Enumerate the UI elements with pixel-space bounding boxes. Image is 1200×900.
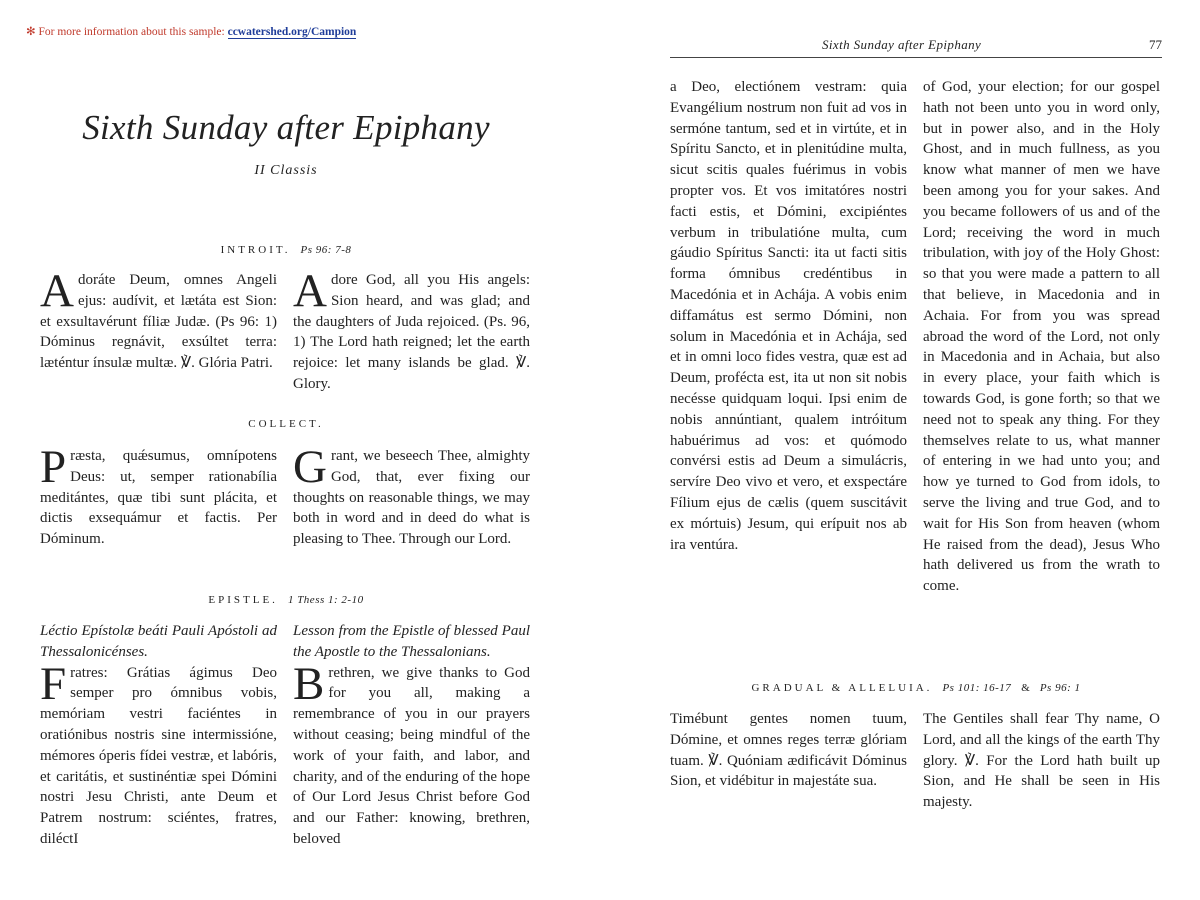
gradual-heading-label: GRADUAL & ALLELUIA. bbox=[751, 682, 933, 694]
introit-heading bbox=[40, 244, 532, 256]
drop-cap: G bbox=[293, 441, 327, 493]
collect-heading: COLLECT. bbox=[248, 418, 324, 430]
drop-cap: F bbox=[40, 657, 67, 710]
introit-english bbox=[293, 265, 530, 395]
epistle-english bbox=[293, 621, 530, 850]
running-header-title: Sixth Sunday after Epiphany bbox=[822, 37, 982, 52]
epistle-english-intro: Lesson from the Epistle of blessed Paul the Apostle to the Thessalonians. bbox=[293, 623, 530, 660]
introit-heading-label: INTROIT. bbox=[220, 244, 291, 256]
drop-cap: P bbox=[40, 441, 67, 493]
introit-reference: Ps 96: 7-8 bbox=[300, 244, 352, 256]
gradual-reference-2: Ps 96: 1 bbox=[1039, 682, 1081, 694]
gradual-latin: Timébunt gentes nomen tuum, Dómine, et omnes reges terræ glóriam tuam. ℣. Quóniam ædificávit Dóminus Sion, et vidébitur in majestáte sua. bbox=[670, 711, 907, 790]
drop-cap: A bbox=[293, 265, 327, 317]
gradual-ampersand: & bbox=[1021, 682, 1030, 694]
epistle-latin bbox=[40, 621, 277, 850]
collect-english bbox=[293, 441, 530, 550]
page-number: 77 bbox=[1149, 37, 1162, 52]
introit-latin-text: doráte Deum, omnes Angeli ejus: audívit, et lætáta est Sion: et exsultavérunt fíliæ Judæ. (Ps 96: 1) Dóminus regnávit, exsúltet terra: læténtur ínsulæ multæ. ℣. Glória Patri. bbox=[40, 272, 277, 372]
collect-latin bbox=[40, 441, 277, 550]
page-subtitle: II Classis bbox=[254, 163, 318, 178]
gradual-reference-1: Ps 101: 16-17 bbox=[942, 682, 1012, 694]
epistle-reference: 1 Thess 1: 2-10 bbox=[287, 594, 364, 606]
introit-english-text: dore God, all you His angels: Sion heard, and was glad; and the daughters of Juda rejoiced. (Ps. 96, 1) The Lord hath reigned; let the earth rejoice: let many islands be glad. ℣. Glory. bbox=[293, 272, 530, 392]
gradual-heading bbox=[670, 682, 1162, 694]
collect-english-text: rant, we beseech Thee, almighty God, that, ever fixing our thoughts on reasonable things, we may both in word and in deed do what is pleasing to Thee. Through our Lord. bbox=[293, 448, 530, 548]
sample-notice bbox=[26, 24, 356, 38]
notice-text: ✻ For more information about this sample: bbox=[26, 26, 228, 38]
drop-cap: B bbox=[293, 657, 325, 710]
epistle-heading bbox=[40, 594, 532, 606]
gradual-english: The Gentiles shall fear Thy name, O Lord, and all the kings of the earth Thy glory. ℣. For the Lord hath built up Sion, and He shall be seen in His majesty. bbox=[923, 711, 1160, 811]
epistle-english-continued: of God, your election; for our gospel hath not been unto you in word only, but in power also, and in the Holy Ghost, and in much fullness, as you know what manner of men we have been among you for your sakes. And you became followers of us and of the Lord; receiving the word in much tribulation, with joy of the Holy Ghost: so that you were made a pattern to all that believe, in Macedonia and in Achaia. For from you was spread abroad the word of the Lord, not only in Macedonia and in Achaia, but also in every place, your faith which is towards God, is gone forth; so that we need not to speak any thing. For they themselves relate to us, what manner of entering in we had unto you; and how ye turned to God from idols, to serve the living and true God, and to wait for His Son from heaven (whom He raised from the dead), Jesus Who hath delivered us from the wrath to come. bbox=[923, 79, 1160, 595]
introit-latin bbox=[40, 265, 277, 374]
epistle-latin-continued: a Deo, electiónem vestram: quia Evangélium nostrum non fuit ad vos in sermóne tantum, sed et in virtúte, et in Spíritu Sancto, et in plenitúdine multa, sicut scitis quales fuérimus in vobis propter vos. Et vos imitatóres nostri facti estis, et Dómini, excipiéntes verbum in tribulatióne multa, cum gáudio Spíritus Sancti: ita ut facti sitis forma ómnibus credéntibus in Macedónia et in Achája. A vobis enim diffamátus est sermo Dómini, non solum in Macedónia et in Achája, sed et in omni loco fides vestra, quæ est ad Deum, profécta est, ita ut non sit nobis necésse quidquam loqui. Ipsi enim de nobis annúntiant, qualem intróitum habuérimus ad vos: et quómodo convérsi estis ad Deum a simulácris, servíre Deo vivo et vero, et exspectáre Fílium ejus de cælis (quem suscitávit ex mórtuis) Jesum, qui erípuit nos ab ira ventúra. bbox=[670, 79, 907, 553]
collect-latin-text: ræsta, quǽsumus, omnípotens Deus: ut, semper rationabília meditántes, quæ tibi sunt plácita, et dictis exsequámur et factis. Per Dóminum. bbox=[40, 448, 277, 548]
epistle-latin-intro: Léctio Epístolæ beáti Pauli Apóstoli ad Thessalonicénses. bbox=[40, 623, 277, 660]
epistle-heading-label: EPISTLE. bbox=[208, 594, 278, 606]
epistle-latin-text: ratres: Grátias ágimus Deo semper pro ómnibus vobis, memóriam vestri faciéntes in oratiónibus nostris sine intermissióne, mémores óperis fídei vestræ, et labóris, et caritátis, et sustinéntiæ spei Dómini nostri Jesu Christi, ante Deum et Patrem nostrum: sciéntes, fratres, diléctI bbox=[40, 664, 277, 847]
running-header bbox=[670, 37, 1162, 58]
campion-link[interactable]: ccwatershed.org/Campion bbox=[227, 26, 357, 38]
page-title: Sixth Sunday after Epiphany bbox=[82, 108, 490, 147]
epistle-english-text: rethren, we give thanks to God for you all, making a remembrance of you in our prayers without ceasing; being mindful of the work of your faith, and labor, and charity, and of the enduring of the hope of Our Lord Jesus Christ before God and our Father: knowing, brethren, beloved bbox=[293, 664, 530, 847]
drop-cap: A bbox=[40, 265, 74, 317]
